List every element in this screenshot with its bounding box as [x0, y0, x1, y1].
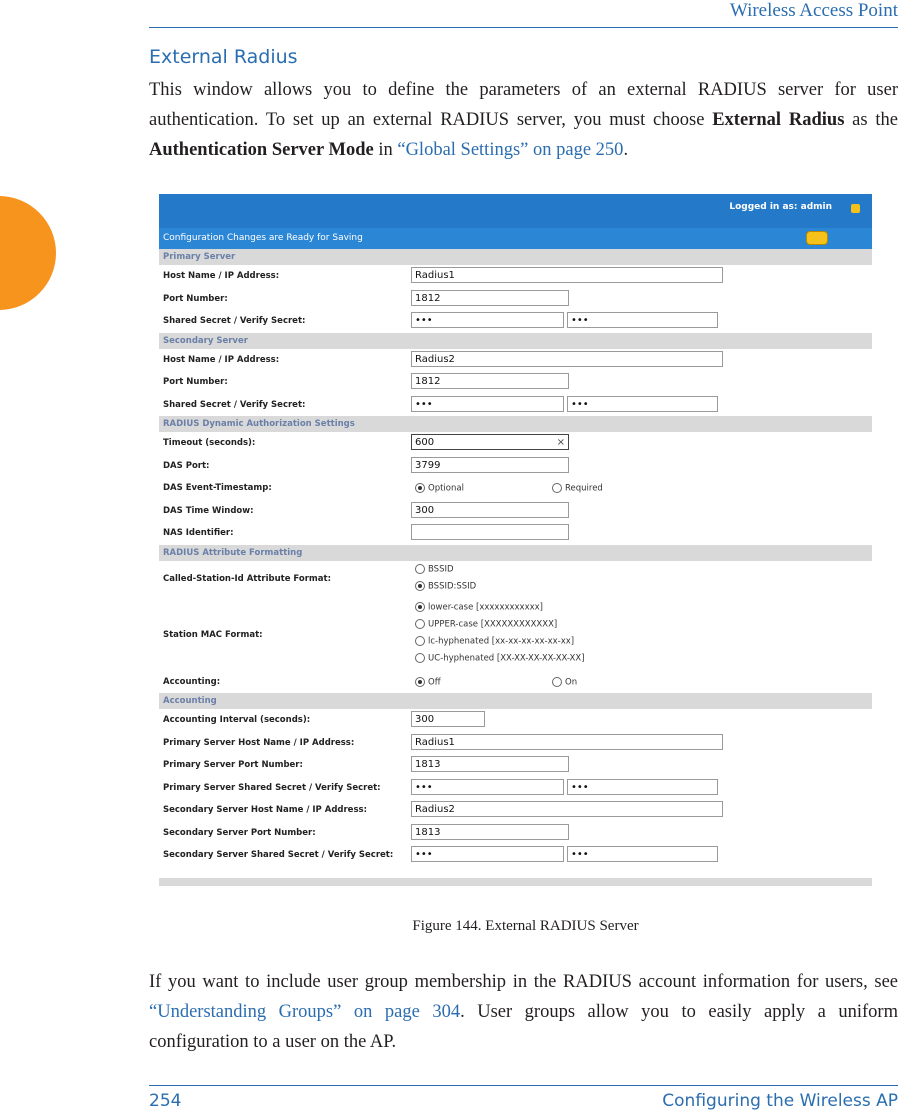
primary-host-input[interactable]: Radius1 [411, 267, 723, 283]
status-icon[interactable] [851, 204, 860, 213]
nas-id-input[interactable] [411, 524, 569, 540]
radio-unselected-icon [552, 677, 562, 687]
top-bar [159, 194, 872, 228]
primary-port-input[interactable]: 1812 [411, 290, 569, 306]
field-label: DAS Event-Timestamp: [163, 483, 272, 493]
primary-secret-input[interactable]: ••• [411, 312, 564, 328]
term-external-radius: External Radius [712, 110, 845, 130]
section-accounting: Accounting [159, 693, 872, 709]
acct-primary-verify-input[interactable]: ••• [567, 779, 718, 795]
acct-secondary-secret-row [159, 844, 872, 867]
acct-interval-input[interactable]: 300 [411, 711, 485, 727]
primary-secret-row [159, 310, 872, 333]
called-station-row [159, 561, 872, 599]
field-label: Host Name / IP Address: [163, 354, 280, 365]
acct-secondary-secret-input[interactable]: ••• [411, 846, 564, 862]
groups-paragraph: If you want to include user group membership in the RADIUS account information for users, see “Understanding Groups” on page 304. User groups allow you to easily apply a uniform configuration to a user on the AP. [149, 972, 898, 1052]
running-footer: Configuring the Wireless AP [662, 1091, 898, 1111]
field-label: Timeout (seconds): [163, 438, 256, 448]
field-label: NAS Identifier: [163, 528, 234, 538]
radio-unselected-icon [415, 636, 425, 646]
radio-lower-case[interactable]: lower-case [xxxxxxxxxxxx] [415, 602, 543, 613]
clear-icon[interactable]: × [556, 437, 565, 448]
radio-unselected-icon [552, 483, 562, 493]
secondary-port-input[interactable]: 1812 [411, 373, 569, 389]
secondary-host-input[interactable]: Radius2 [411, 351, 723, 367]
primary-verify-secret-input[interactable]: ••• [567, 312, 718, 328]
external-radius-screenshot [159, 194, 872, 886]
field-label: Port Number: [163, 293, 228, 304]
understanding-groups-link[interactable]: “Understanding Groups” on page 304 [149, 1002, 461, 1022]
radio-uc-hyphenated[interactable]: UC-hyphenated [XX-XX-XX-XX-XX-XX] [415, 653, 585, 664]
acct-primary-port-input[interactable]: 1813 [411, 756, 569, 772]
section-primary-server: Primary Server [159, 249, 872, 265]
field-label: Port Number: [163, 377, 228, 387]
acct-primary-host-input[interactable]: Radius1 [411, 734, 723, 750]
radio-selected-icon [415, 581, 425, 591]
secondary-verify-secret-input[interactable]: ••• [567, 396, 718, 412]
field-label: Shared Secret / Verify Secret: [163, 316, 306, 326]
das-timeout-value: 600 [415, 437, 435, 448]
section-secondary-server: Secondary Server [159, 333, 872, 349]
nas-id-row [159, 522, 872, 545]
logged-in-label: Logged in as: admin [729, 202, 832, 212]
header-rule [149, 27, 898, 28]
field-label: Secondary Server Host Name / IP Address: [163, 805, 367, 815]
footer-rule [149, 1085, 898, 1086]
running-header: Wireless Access Point [729, 0, 898, 21]
radio-bssid[interactable]: BSSID [415, 564, 454, 575]
field-label: Primary Server Port Number: [163, 760, 303, 770]
intro-paragraph: This window allows you to define the parameters of an external RADIUS server for user authentication. To set up an external RADIUS server, you must choose External Radius as the Authentication Server Mode in “Global Settings” on page 250. [149, 80, 898, 160]
acct-primary-host-row [159, 732, 872, 755]
field-label: Primary Server Host Name / IP Address: [163, 737, 355, 748]
acct-secondary-port-input[interactable]: 1813 [411, 824, 569, 840]
save-button[interactable] [806, 231, 828, 245]
field-label: Primary Server Shared Secret / Verify Secret: [163, 782, 381, 793]
figure-caption: Figure 144. External RADIUS Server [412, 918, 639, 934]
accounting-toggle-row [159, 671, 872, 694]
radio-selected-icon [415, 602, 425, 612]
radio-optional[interactable]: Optional [415, 483, 464, 494]
radio-lc-hyphenated[interactable]: lc-hyphenated [xx-xx-xx-xx-xx-xx] [415, 636, 574, 647]
section-title: External Radius [149, 46, 298, 68]
global-settings-link[interactable]: “Global Settings” on page 250 [397, 140, 624, 160]
das-window-row [159, 500, 872, 523]
field-label: Station MAC Format: [163, 629, 263, 640]
secondary-port-row [159, 371, 872, 394]
field-label: Accounting Interval (seconds): [163, 715, 311, 725]
station-mac-row [159, 599, 872, 671]
acct-primary-port-row [159, 754, 872, 777]
field-label: Shared Secret / Verify Secret: [163, 399, 306, 410]
field-label: Host Name / IP Address: [163, 271, 280, 281]
config-message: Configuration Changes are Ready for Saving [163, 233, 363, 243]
field-label: Called-Station-Id Attribute Format: [163, 573, 331, 584]
field-label: DAS Port: [163, 460, 210, 471]
das-timeout-input[interactable] [411, 434, 569, 450]
primary-host-row [159, 265, 872, 288]
acct-secondary-port-row [159, 822, 872, 845]
primary-port-row [159, 288, 872, 311]
field-label: Secondary Server Shared Secret / Verify Secret: [163, 850, 394, 860]
radio-unselected-icon [415, 619, 425, 629]
section-attribute-formatting: RADIUS Attribute Formatting [159, 545, 872, 561]
secondary-secret-row [159, 394, 872, 417]
das-timeout-row [159, 432, 872, 455]
page-number: 254 [149, 1091, 182, 1111]
term-auth-server-mode: Authentication Server Mode [149, 140, 374, 160]
das-port-row [159, 455, 872, 478]
section-das-settings: RADIUS Dynamic Authorization Settings [159, 416, 872, 432]
radio-unselected-icon [415, 653, 425, 663]
radio-upper-case[interactable]: UPPER-case [XXXXXXXXXXXX] [415, 619, 557, 630]
radio-accounting-off[interactable]: Off [415, 677, 441, 688]
secondary-host-row [159, 349, 872, 372]
radio-bssid-ssid[interactable]: BSSID:SSID [415, 581, 476, 592]
radio-selected-icon [415, 483, 425, 493]
acct-primary-secret-row [159, 777, 872, 800]
config-bar [159, 228, 872, 249]
radio-accounting-on[interactable]: On [552, 677, 577, 688]
field-label: DAS Time Window: [163, 505, 254, 516]
das-port-input[interactable]: 3799 [411, 457, 569, 473]
field-label: Secondary Server Port Number: [163, 827, 316, 838]
acct-secondary-host-row [159, 799, 872, 822]
das-window-input[interactable]: 300 [411, 502, 569, 518]
secondary-secret-input[interactable]: ••• [411, 396, 564, 412]
acct-secondary-host-input[interactable]: Radius2 [411, 801, 723, 817]
acct-primary-secret-input[interactable]: ••• [411, 779, 564, 795]
acct-interval-row [159, 709, 872, 732]
acct-secondary-verify-input[interactable]: ••• [567, 846, 718, 862]
radio-unselected-icon [415, 564, 425, 574]
field-label: Accounting: [163, 676, 221, 687]
chapter-tab-marker [0, 196, 56, 310]
radio-required[interactable]: Required [552, 483, 603, 494]
das-event-row [159, 477, 872, 500]
radio-selected-icon [415, 677, 425, 687]
bottom-strip [159, 878, 872, 886]
